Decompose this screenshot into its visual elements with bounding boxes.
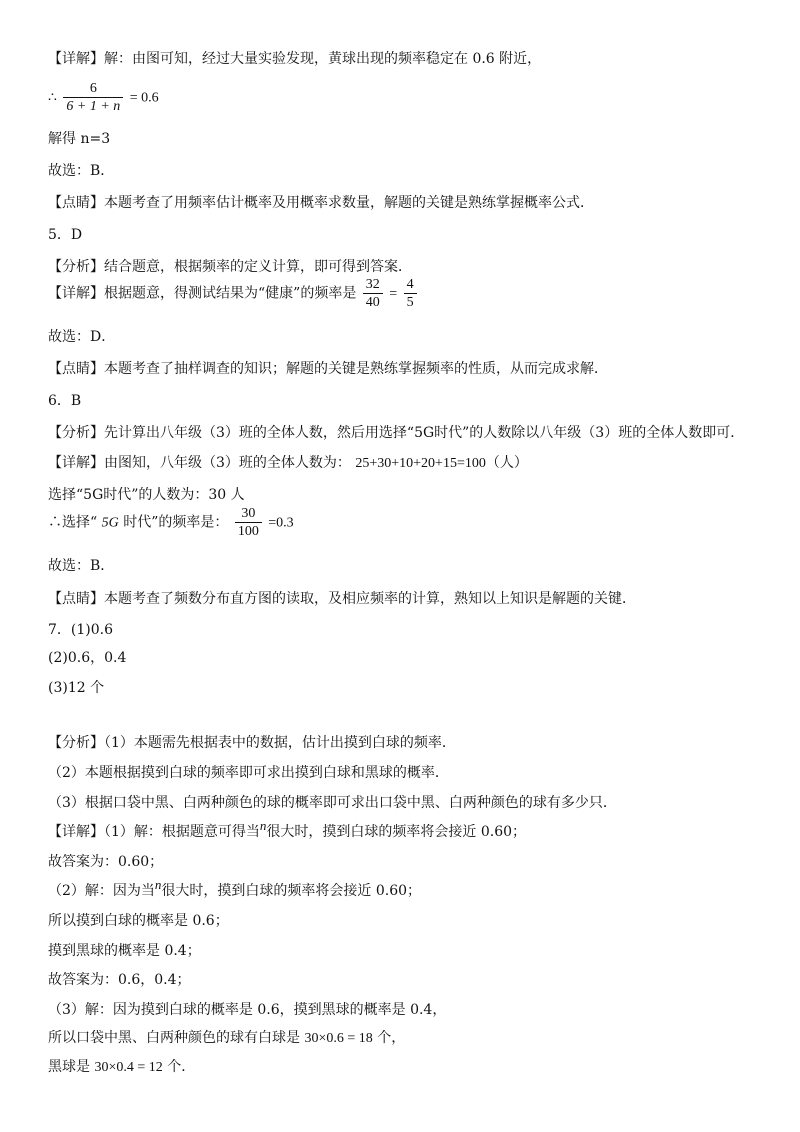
text-line: 【分析】（1）本题需先根据表中的数据，估计出摸到白球的频率． xyxy=(48,735,456,751)
text-line: 【详解】解：由图可知，经过大量实验发现，黄球出现的频率稳定在 0.6 附近， xyxy=(48,51,542,67)
fraction-denominator: 6 + 1 + n xyxy=(63,97,123,115)
text-segment: 所以口袋中黑、白两种颜色的球有白球是 xyxy=(48,1030,300,1046)
text-line: 解得 n=3 xyxy=(48,131,111,147)
equation-line xyxy=(48,505,294,540)
fraction xyxy=(404,276,417,311)
text-line: （3）根据口袋中黑、白两种颜色的球的概率即可求出口袋中黑、白两种颜色的球有多少只． xyxy=(48,795,617,811)
math-variable: n xyxy=(154,877,162,892)
math-expression: 30×0.4 = 12 xyxy=(94,1060,163,1075)
equation-line xyxy=(48,80,159,115)
question-answer: 5．D xyxy=(48,227,83,243)
text-line xyxy=(48,877,422,901)
text-segment: 【详解】根据题意，得测试结果为“健康”的频率是 xyxy=(48,285,357,302)
text-line xyxy=(48,818,527,842)
text-line: 故选：D． xyxy=(48,329,116,345)
text-line: 故选：B． xyxy=(48,558,115,574)
fraction-numerator: 4 xyxy=(406,277,414,292)
therefore-symbol: ∴ xyxy=(48,89,57,106)
text-segment: 个， xyxy=(377,1030,406,1046)
text-line: 选择“5G时代”的人数为：30 人 xyxy=(48,487,245,503)
text-segment: （2）解：因为当 xyxy=(48,883,155,899)
text-segment: 【详解】（1）解：根据题意可得当 xyxy=(48,824,260,840)
fraction-numerator: 32 xyxy=(365,277,380,292)
fraction-numerator: 30 xyxy=(241,506,256,521)
fraction xyxy=(235,505,262,540)
fraction-denominator: 5 xyxy=(404,293,417,311)
math-symbol: 5G xyxy=(101,515,119,531)
text-line xyxy=(48,453,528,474)
text-line: （2）本题根据摸到白球的频率即可求出摸到白球和黑球的概率． xyxy=(48,765,449,781)
equals-sign: = xyxy=(389,286,398,302)
fraction xyxy=(363,276,383,311)
fraction-denominator: 40 xyxy=(363,293,383,311)
equation-result: = 0.6 xyxy=(129,90,159,106)
text-line: 故答案为：0.6，0.4； xyxy=(48,972,191,988)
text-line: 故选：B． xyxy=(48,163,115,179)
equation-result: =0.3 xyxy=(268,515,294,531)
text-line: 【分析】结合题意，根据频率的定义计算，即可得到答案． xyxy=(48,259,412,275)
text-line: 【点睛】本题考查了抽样调查的知识；解题的关键是熟练掌握频率的性质，从而完成求解． xyxy=(48,361,608,377)
math-variable: n xyxy=(259,818,267,833)
text-line: 所以摸到白球的概率是 0.6； xyxy=(48,913,229,929)
fraction-numerator: 6 xyxy=(89,81,97,96)
sub-answer: (2)0.6，0.4 xyxy=(48,650,127,666)
math-expression: 30×0.6 = 18 xyxy=(304,1031,373,1046)
fraction xyxy=(63,80,123,115)
text-segment: ∴选择“ xyxy=(48,514,98,531)
text-segment: 【详解】由图知，八年级（3）班的全体人数为： xyxy=(48,455,351,471)
text-segment: 很大时，摸到白球的频率将会接近 0.60； xyxy=(161,883,422,899)
question-answer: 7．(1)0.6 xyxy=(48,622,114,638)
question-answer: 6．B xyxy=(48,393,82,409)
text-line: 【点睛】本题考查了频数分布直方图的读取，及相应频率的计算，熟知以上知识是解题的关键． xyxy=(48,591,636,607)
text-segment: 时代”的频率是： xyxy=(123,514,229,531)
text-line xyxy=(48,1057,195,1078)
text-line: 故答案为：0.60； xyxy=(48,854,164,870)
text-segment: 个． xyxy=(167,1059,196,1075)
text-line: 【点睛】本题考查了用频率估计概率及用概率求数量，解题的关键是熟练掌握概率公式． xyxy=(48,195,594,211)
text-line: （3）解：因为摸到白球的概率是 0.6，摸到黑球的概率是 0.4， xyxy=(48,1002,447,1018)
text-line: 摸到黑球的概率是 0.4； xyxy=(48,943,201,959)
equation-line xyxy=(48,276,419,311)
text-segment: 很大时，摸到白球的频率将会接近 0.60； xyxy=(266,824,527,840)
text-line xyxy=(48,1028,405,1049)
text-line: 【分析】先计算出八年级（3）班的全体人数，然后用选择“5G时代”的人数除以八年级（3）班的全体人数即可． xyxy=(48,425,745,441)
math-expression: 25+30+10+20+15=100（人） xyxy=(355,456,528,471)
fraction-denominator: 100 xyxy=(235,522,262,540)
sub-answer: (3)12 个 xyxy=(48,680,105,696)
text-segment: 黑球是 xyxy=(48,1059,90,1075)
